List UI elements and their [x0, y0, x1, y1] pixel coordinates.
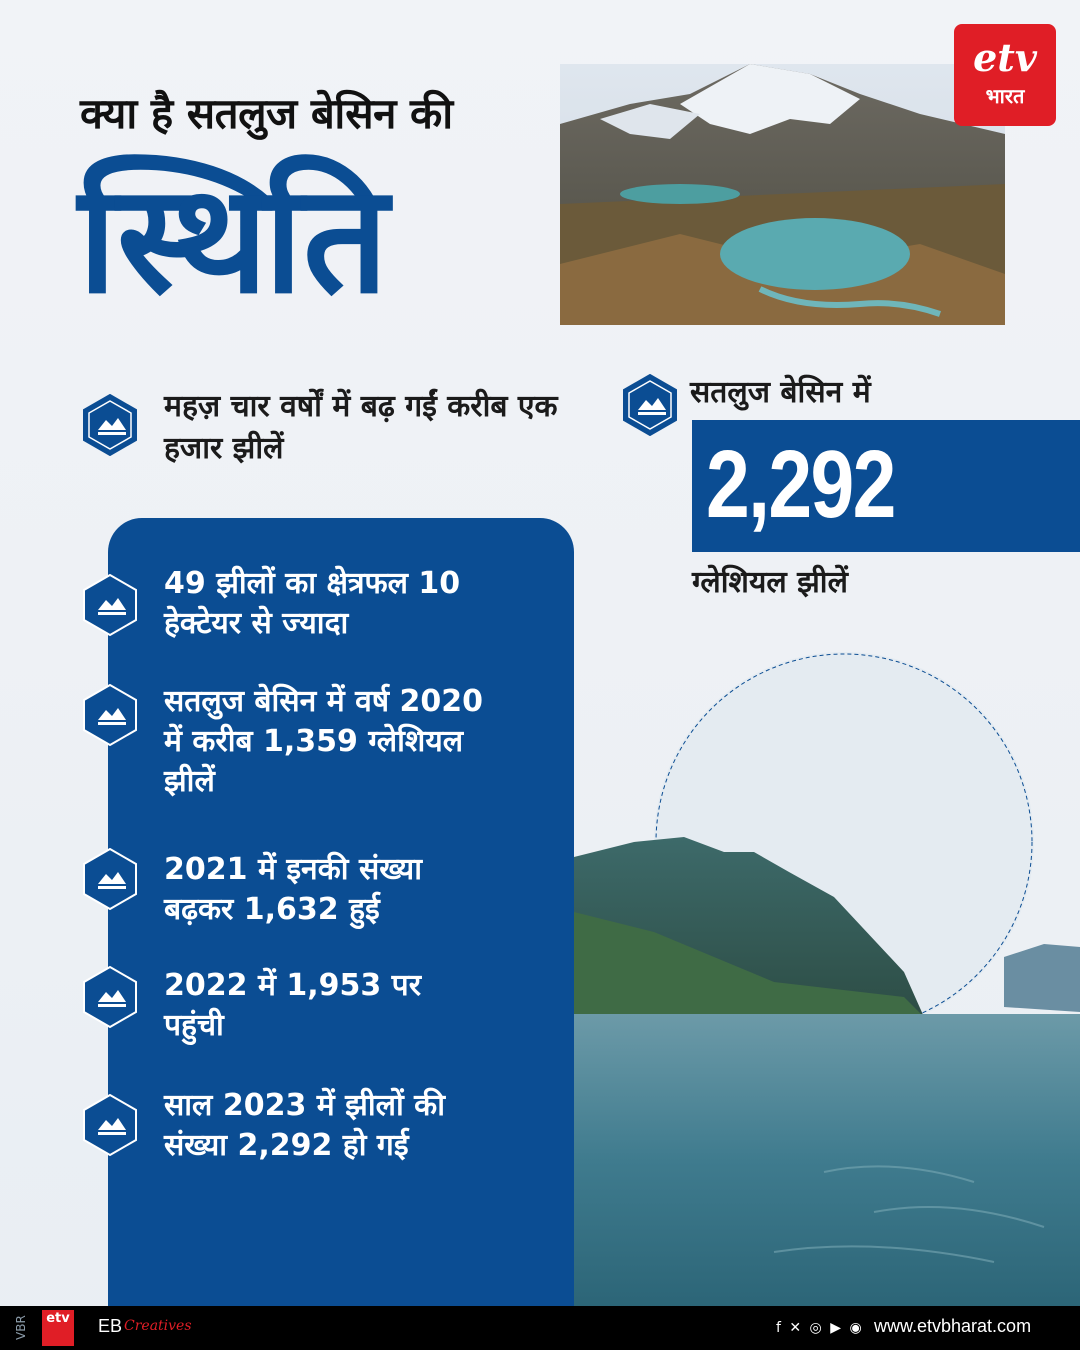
mountain-lake-image — [560, 64, 1005, 325]
stat-value: 2,292 — [706, 431, 895, 538]
panel-item-5: साल 2023 में झीलों की संख्या 2,292 हो गई — [164, 1088, 445, 1163]
footer-creatives: Creatives — [124, 1318, 192, 1334]
lake-image — [574, 652, 1080, 1308]
lake-hexagon-icon — [82, 574, 138, 640]
lake-hexagon-icon — [82, 684, 138, 750]
logo-mark: etv — [973, 35, 1037, 80]
panel-item-1: 49 झीलों का क्षेत्रफल 10 हेक्टेयर से ज्यादा — [164, 566, 461, 641]
footer-eb: EB — [98, 1316, 123, 1336]
social-icons[interactable]: f ✕ ◎ ▶ ◉ — [776, 1320, 864, 1336]
lake-hexagon-icon — [82, 966, 138, 1032]
lake-hexagon-icon — [82, 848, 138, 914]
stat-label: सतलुज बेसिन में — [690, 375, 871, 410]
lake-hexagon-icon — [82, 394, 138, 460]
footer-vbr: VBR — [14, 1315, 28, 1340]
panel-item-2: सतलुज बेसिन में वर्ष 2020 में करीब 1,359 ग्लेशियल झीलें — [164, 684, 484, 799]
lake-hexagon-icon — [82, 1094, 138, 1160]
footer-url[interactable]: www.etvbharat.com — [874, 1316, 1032, 1336]
intro-text: महज़ चार वर्षों में बढ़ गईं करीब एक हजार झीलें — [164, 389, 558, 466]
stat-sub: ग्लेशियल झीलें — [692, 565, 848, 600]
panel-item-3: 2021 में इनकी संख्या बढ़कर 1,632 हुई — [164, 852, 422, 927]
footer-logo: etv — [42, 1310, 74, 1346]
etv-bharat-logo — [954, 24, 1056, 126]
panel-item-4: 2022 में 1,953 पर पहुंची — [164, 968, 421, 1043]
lake-hexagon-icon — [622, 374, 678, 440]
logo-text: भारत — [985, 84, 1025, 108]
title-line: क्या है सतलुज बेसिन की — [80, 89, 453, 138]
title-main: स्थिति — [78, 153, 385, 327]
